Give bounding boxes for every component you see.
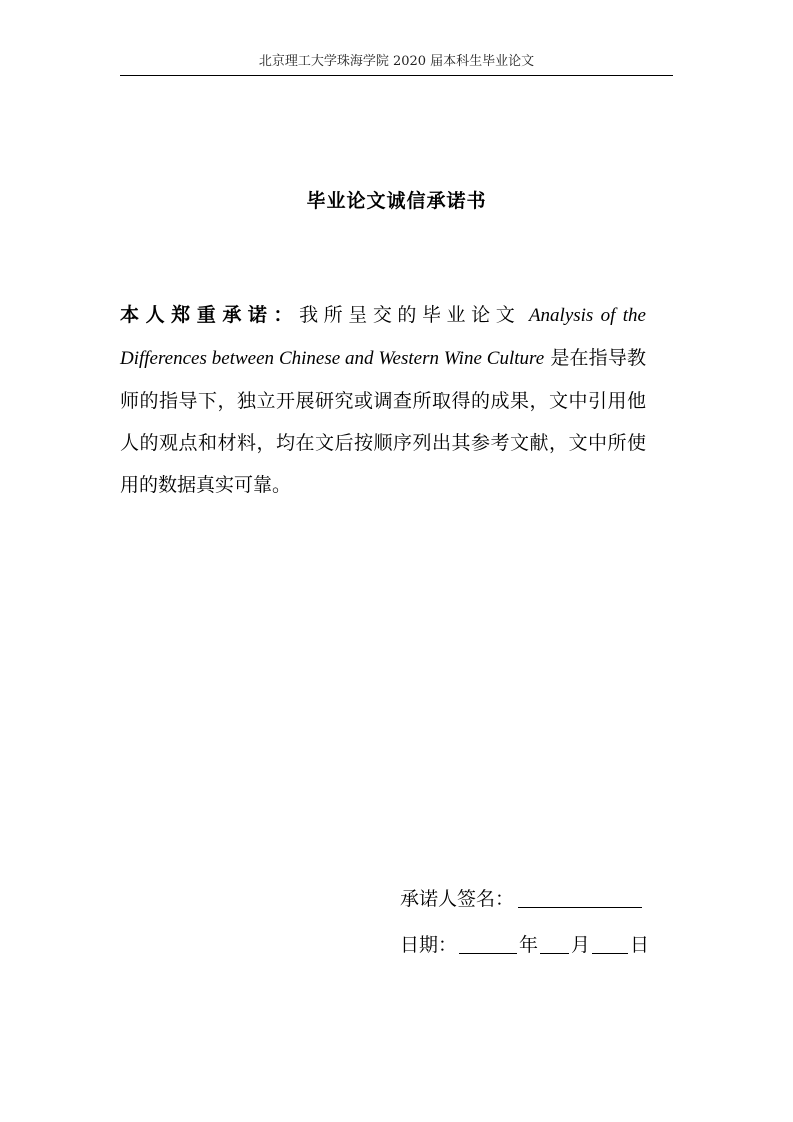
year-field[interactable] xyxy=(459,931,517,954)
day-label: 日 xyxy=(630,934,650,956)
month-field[interactable] xyxy=(540,931,569,954)
running-header: 北京理工大学珠海学院 2020 届本科生毕业论文 xyxy=(258,54,535,69)
date-line xyxy=(400,930,650,960)
date-label: 日期： xyxy=(400,934,458,956)
page-title: 毕业论文诚信承诺书 xyxy=(306,190,487,212)
pledge-intro: 我所呈交的毕业论文 xyxy=(299,304,521,326)
thesis-title: Analysis of the Differences between Chinese and Western Wine Culture xyxy=(120,305,646,369)
year-label: 年 xyxy=(519,934,539,956)
pledge-label: 本人郑重承诺： xyxy=(120,304,300,326)
pledge-body: 是在指导教师的指导下，独立开展研究或调查所取得的成果，文中引用他人的观点和材料，均在文后按顺序列出其参考文献，文中所使用的数据真实可靠。 xyxy=(120,347,646,496)
signature-block xyxy=(400,884,650,960)
signer-line xyxy=(400,884,650,914)
month-label: 月 xyxy=(571,934,591,956)
pledge-paragraph xyxy=(120,294,646,506)
signature-field[interactable] xyxy=(518,885,642,908)
header-rule xyxy=(120,75,673,76)
signer-label: 承诺人签名： xyxy=(400,888,515,910)
day-field[interactable] xyxy=(592,931,628,954)
